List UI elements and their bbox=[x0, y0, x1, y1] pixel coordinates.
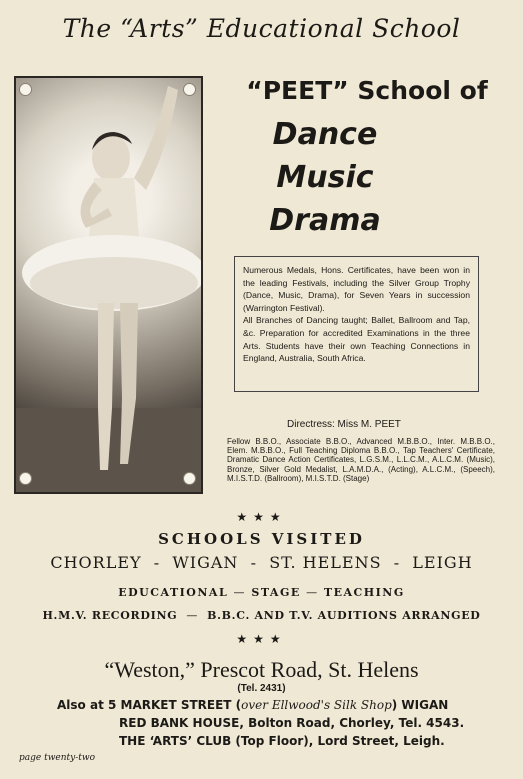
chorley-address: RED BANK HOUSE, Bolton Road, Chorley, Tel. 4543. bbox=[119, 716, 465, 730]
directress: Directress: Miss M. PEET bbox=[287, 419, 401, 430]
recording-line bbox=[0, 609, 523, 622]
school-name: “PEET” School of bbox=[246, 76, 488, 105]
achievements-box bbox=[234, 256, 479, 392]
ballerina-figure bbox=[16, 78, 201, 492]
dash: — bbox=[306, 586, 319, 599]
bbc-auditions: B.B.C. AND T.V. AUDITIONS ARRANGED bbox=[207, 609, 481, 622]
leigh-address: THE ‘ARTS’ CLUB (Top Floor), Lord Street, Leigh. bbox=[119, 734, 445, 748]
wigan-address-prefix: Also at 5 MARKET STREET ( bbox=[57, 698, 242, 712]
main-telephone: (Tel. 2431) bbox=[237, 683, 286, 694]
town-chorley: CHORLEY bbox=[50, 553, 142, 572]
town-separator: - bbox=[250, 553, 258, 572]
ballerina-photo bbox=[14, 76, 203, 494]
towns-list bbox=[0, 553, 523, 572]
qualifications: Fellow B.B.O., Associate B.B.O., Advanced M.B.B.O., Inter. M.B.B.O., Elem. M.B.B.O., Full Teaching Diploma B.B.O., Tap Teachers' Certificate, Dramatic Dance Action Certificates, L.G.S.M., L.L.C.M., A.L.C.M. (Music), Bronze, Silver Gold Medalist, L.A.M.D.A., (Acting), A.L.C.M., (Speech), M.I.S.T.D. (Ballroom), M.I.S.T.D. (Stage) bbox=[227, 437, 495, 483]
wigan-address-note: over Ellwood's Silk Shop bbox=[241, 698, 392, 712]
hmv-recording: H.M.V. RECORDING bbox=[42, 609, 178, 622]
page-title: The “Arts” Educational School bbox=[62, 14, 461, 43]
service-teaching: TEACHING bbox=[323, 586, 405, 599]
photo-corner-rivet bbox=[183, 472, 196, 485]
photo-corner-rivet bbox=[19, 472, 32, 485]
town-separator: - bbox=[393, 553, 401, 572]
photo-corner-rivet bbox=[19, 83, 32, 96]
town-separator: - bbox=[153, 553, 161, 572]
town-st-helens: ST. HELENS bbox=[269, 553, 382, 572]
photo-corner-rivet bbox=[183, 83, 196, 96]
other-addresses bbox=[57, 696, 464, 750]
wigan-address-suffix: ) WIGAN bbox=[391, 698, 449, 712]
main-address: “Weston,” Prescot Road, St. Helens bbox=[104, 657, 419, 682]
art-music: Music bbox=[276, 160, 374, 195]
dash: — bbox=[186, 609, 199, 622]
service-educational: EDUCATIONAL bbox=[118, 586, 229, 599]
art-drama: Drama bbox=[269, 203, 381, 238]
service-stage: STAGE bbox=[251, 586, 301, 599]
page-number: page twenty-two bbox=[19, 753, 95, 763]
services-line bbox=[0, 586, 523, 599]
dash: — bbox=[233, 586, 247, 599]
wigan-address bbox=[57, 696, 464, 714]
star-divider: ★★★ bbox=[236, 632, 287, 646]
achievements-text: Numerous Medals, Hons. Certificates, have been won in the leading Festivals, including the Silver Group Trophy (Dance, Music, Drama), for Seven Years in succession (Warrington Festival). bbox=[243, 265, 470, 313]
town-wigan: WIGAN bbox=[172, 553, 239, 572]
schools-visited-heading: SCHOOLS VISITED bbox=[158, 530, 365, 548]
star-divider: ★★★ bbox=[236, 510, 287, 524]
teaching-text: All Branches of Dancing taught; Ballet, Ballroom and Tap, &c. Preparation for accredited Examinations in the three Arts. Students have their own Teaching Connections in England, Australia, South Africa. bbox=[243, 315, 470, 364]
town-leigh: LEIGH bbox=[412, 553, 473, 572]
art-dance: Dance bbox=[272, 117, 378, 152]
